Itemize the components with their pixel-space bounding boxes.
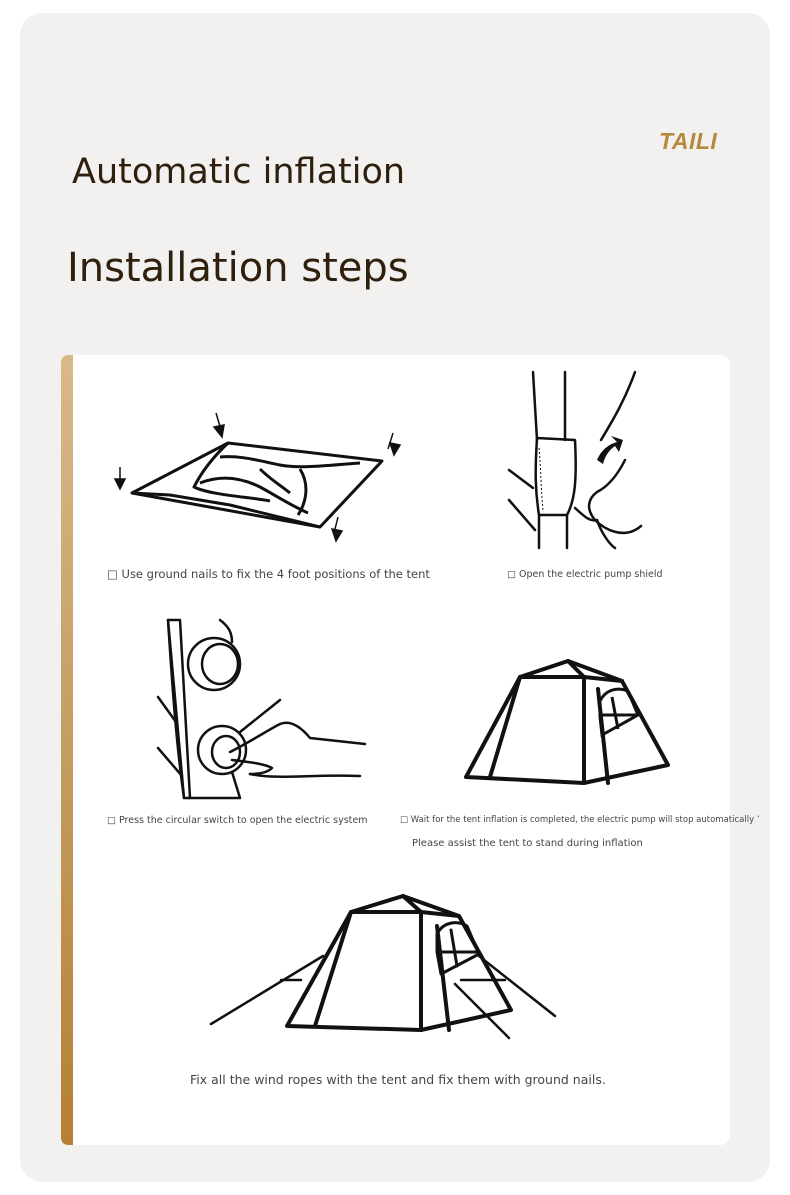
step-4-caption: □ Wait for the tent inflation is completed, the electric pump will stop automatically ʼ <box>400 815 760 825</box>
pump-shield-illustration <box>505 370 655 555</box>
step-4-note: Please assist the tent to stand during inflation <box>412 838 643 849</box>
tent-wind-ropes-illustration <box>205 890 560 1045</box>
brand-logo: TAILI <box>659 128 718 154</box>
section-subtitle: Automatic inflation <box>72 152 406 192</box>
page-title: Installation steps <box>67 245 409 291</box>
inflated-tent-illustration <box>460 655 672 790</box>
flat-tent-illustration <box>110 405 410 545</box>
circular-switch-illustration <box>150 612 370 804</box>
step-5-caption: Fix all the wind ropes with the tent and fix them with ground nails. <box>190 1072 606 1087</box>
step-2-caption: □ Open the electric pump shield <box>507 569 663 580</box>
step-3-caption: □ Press the circular switch to open the electric system <box>107 815 368 826</box>
step-1-caption: □ Use ground nails to fix the 4 foot positions of the tent <box>107 567 430 581</box>
